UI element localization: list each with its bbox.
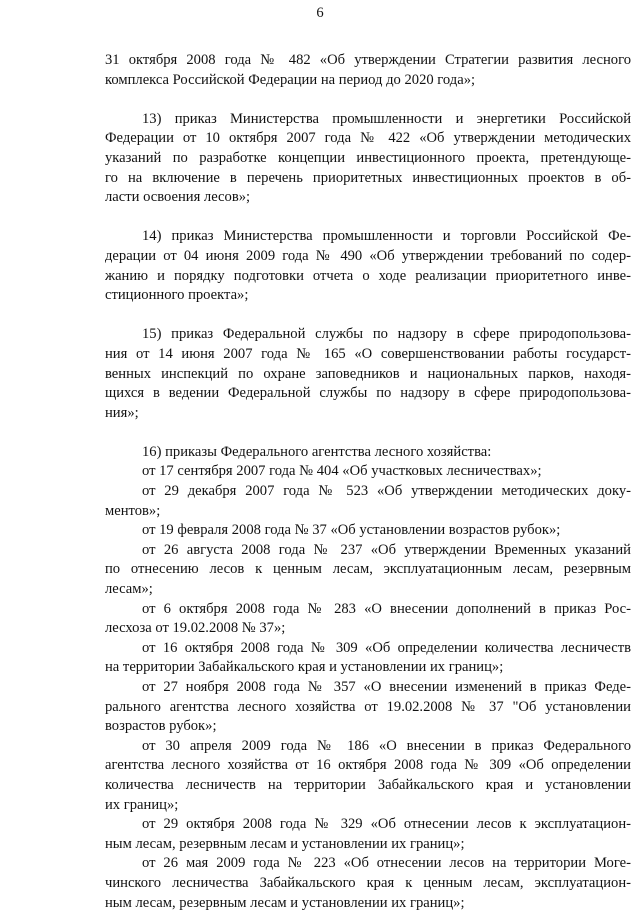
document-body <box>105 51 631 913</box>
paragraph <box>105 227 631 305</box>
paragraph <box>105 325 631 423</box>
text-line: го на включение в перечень приоритетных инвестиционных проектов в об- <box>105 169 631 186</box>
text-line: 13) приказ Министерства промышленности и энергетики Российской <box>142 110 631 127</box>
text-line: чинского лесничества Забайкальского края к ценным лесам, эксплуатацион- <box>105 874 631 891</box>
text-line: от 17 сентября 2007 года № 404 «Об участковых лесничествах»; <box>142 463 542 480</box>
page-number: 6 <box>316 5 324 21</box>
text-line: лесхоза от 19.02.2008 № 37»; <box>105 620 286 637</box>
text-line: ния от 14 июня 2007 года № 165 «О совершенствовании работы государст- <box>105 345 631 362</box>
text-line: от 19 февраля 2008 года № 37 «Об установлении возрастов рубок»; <box>142 522 561 539</box>
text-line: 15) приказ Федеральной службы по надзору в сфере природопользова- <box>142 326 631 343</box>
text-line: по отнесению лесов к ценным лесам, эксплуатационным лесам, резервным <box>105 561 631 578</box>
text-line: от 16 октября 2008 года № 309 «Об определении количества лесничеств <box>142 639 631 656</box>
text-line: от 30 апреля 2009 года № 186 «О внесении в приказ Федерального <box>142 737 631 754</box>
text-line: количества лесничеств на территории Забайкальского края и установлении <box>105 776 631 793</box>
text-line: венных инспекций по охране заповедников и национальных парков, находя- <box>105 365 631 382</box>
text-line: 31 октября 2008 года № 482 «Об утверждении Стратегии развития лесного <box>105 52 631 68</box>
text-line: щихся в ведении Федеральной службы по надзору в сфере природопользова- <box>105 385 631 402</box>
text-line: на территории Забайкальского края и установлении их границ»; <box>105 659 504 676</box>
text-line: комплекса Российской Федерации на период до 2020 года»; <box>105 71 476 88</box>
text-line: возрастов рубок»; <box>105 718 217 735</box>
text-line: от 26 мая 2009 года № 223 «Об отнесении лесов на территории Моге- <box>142 855 631 872</box>
paragraph <box>105 110 631 208</box>
text-line: ным лесам, резервным лесам и установлении их границ»; <box>105 894 465 911</box>
text-line: ласти освоения лесов»; <box>105 189 251 206</box>
paragraph-gap <box>105 208 631 228</box>
text-line: ным лесам, резервным лесам и установлении их границ»; <box>105 835 465 852</box>
text-line: стиционного проекта»; <box>105 287 249 304</box>
text-line: ния»; <box>105 404 139 421</box>
text-line: от 6 октября 2008 года № 283 «О внесении дополнений в приказ Рос- <box>142 600 631 617</box>
text-line: жанию и порядку подготовки отчета о ходе реализации приоритетного инве- <box>105 267 631 284</box>
text-line: от 29 декабря 2007 года № 523 «Об утверждении методических доку- <box>142 483 631 500</box>
text-line: агентства лесного хозяйства от 16 октября 2008 года № 309 «Об определении <box>105 757 631 774</box>
text-line: их границ»; <box>105 796 179 813</box>
text-line: 16) приказы Федерального агентства лесного хозяйства: <box>142 443 492 460</box>
text-line: от 26 августа 2008 года № 237 «Об утверждении Временных указаний <box>142 541 631 558</box>
text-line: дерации от 04 июня 2009 года № 490 «Об утверждении требований по содер- <box>105 247 631 264</box>
paragraph <box>105 51 631 90</box>
text-line: 14) приказ Министерства промышленности и торговли Российской Фе- <box>142 228 631 245</box>
text-line: от 27 ноября 2008 года № 357 «О внесении изменений в приказ Феде- <box>142 679 631 695</box>
paragraph-gap <box>105 306 631 326</box>
paragraph-gap <box>105 90 631 110</box>
text-line: лесам»; <box>105 581 153 598</box>
text-line: указаний по разработке концепции инвестиционного проекта, претендующе- <box>105 149 631 166</box>
text-line: Федерации от 10 октября 2007 года № 422 «Об утверждении методических <box>105 130 631 147</box>
paragraph <box>105 443 631 913</box>
text-line: рального агентства лесного хозяйства от 19.02.2008 № 37 "Об установлении <box>105 698 631 715</box>
paragraph-gap <box>105 423 631 443</box>
text-line: от 29 октября 2008 года № 329 «Об отнесении лесов к эксплуатацион- <box>142 816 631 833</box>
text-line: ментов»; <box>105 502 161 519</box>
